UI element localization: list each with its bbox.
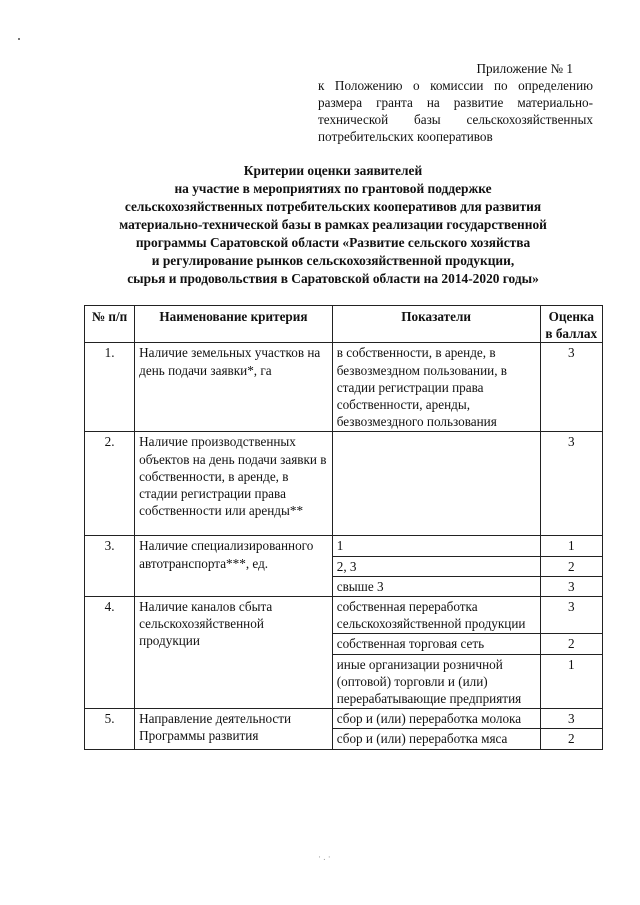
- header-num: № п/п: [85, 306, 135, 343]
- title-line: материально-технической базы в рамках реализации государственной: [119, 217, 547, 232]
- score-cell: 3: [540, 576, 602, 596]
- appendix-header: [318, 60, 593, 145]
- appendix-text: к Положению о комиссии по определению размера гранта на развитие материально-технической базы сельскохозяйственных потребительских кооперативов: [318, 78, 593, 144]
- indicator-cell: сбор и (или) переработка мяса: [332, 729, 540, 749]
- score-cell: 1: [540, 536, 602, 556]
- criterion-cell: Наличие каналов сбыта сельскохозяйственной продукции: [135, 597, 333, 709]
- criterion-cell: Наличие специализированного автотранспорта***, ед.: [135, 536, 333, 597]
- indicator-cell: в собственности, в аренде, в безвозмездном пользовании, в стадии регистрации права собственности, аренды, безвозмездного пользования: [332, 343, 540, 432]
- indicator-cell: [332, 432, 540, 536]
- indicator-cell: сбор и (или) переработка молока: [332, 709, 540, 729]
- score-cell: 2: [540, 634, 602, 654]
- table-row: [85, 432, 603, 536]
- score-cell: 3: [540, 432, 602, 536]
- footer-mark: · . ·: [318, 852, 331, 862]
- indicator-cell: 2, 3: [332, 556, 540, 576]
- indicator-cell: иные организации розничной (оптовой) торговли и (или) перерабатывающие предприятия: [332, 654, 540, 709]
- title-line: и регулирование рынков сельскохозяйственной продукции,: [151, 253, 515, 268]
- table-row: [85, 709, 603, 729]
- row-number: 1.: [85, 343, 135, 432]
- indicator-cell: собственная переработка сельскохозяйственной продукции: [332, 597, 540, 634]
- score-cell: 2: [540, 729, 602, 749]
- row-number: 2.: [85, 432, 135, 536]
- criterion-cell: Наличие земельных участков на день подачи заявки*, га: [135, 343, 333, 432]
- title-line: Критерии оценки заявителей: [243, 163, 423, 178]
- indicator-cell: свыше 3: [332, 576, 540, 596]
- row-number: 5.: [85, 709, 135, 749]
- score-cell: 3: [540, 709, 602, 729]
- appendix-number: Приложение № 1: [476, 61, 573, 76]
- title-line: программы Саратовской области «Развитие сельского хозяйства: [135, 235, 531, 250]
- criterion-cell: Наличие производственных объектов на день подачи заявки в собственности, в аренде, в стадии регистрации права собственности или аренды**: [135, 432, 333, 536]
- row-number: 3.: [85, 536, 135, 597]
- header-indicators: Показатели: [332, 306, 540, 343]
- score-cell: 3: [540, 597, 602, 634]
- criterion-cell: Направление деятельности Программы развития: [135, 709, 333, 749]
- table-header-row: [85, 306, 603, 343]
- title-line: на участие в мероприятиях по грантовой поддержке: [174, 181, 492, 196]
- header-criterion: Наименование критерия: [135, 306, 333, 343]
- table-row: [85, 597, 603, 634]
- criteria-table: [84, 305, 603, 750]
- row-number: 4.: [85, 597, 135, 709]
- indicator-cell: собственная торговая сеть: [332, 634, 540, 654]
- table-row: [85, 536, 603, 556]
- header-score: Оценка в баллах: [540, 306, 602, 343]
- table-body: [85, 343, 603, 749]
- score-cell: 1: [540, 654, 602, 709]
- document-title: [78, 162, 588, 288]
- score-cell: 3: [540, 343, 602, 432]
- indicator-cell: 1: [332, 536, 540, 556]
- score-cell: 2: [540, 556, 602, 576]
- scan-speck: [18, 38, 20, 40]
- title-line: сельскохозяйственных потребительских кооперативов для развития: [124, 199, 542, 214]
- title-line: сырья и продовольствия в Саратовской области на 2014-2020 годы»: [127, 271, 539, 286]
- table-row: [85, 343, 603, 432]
